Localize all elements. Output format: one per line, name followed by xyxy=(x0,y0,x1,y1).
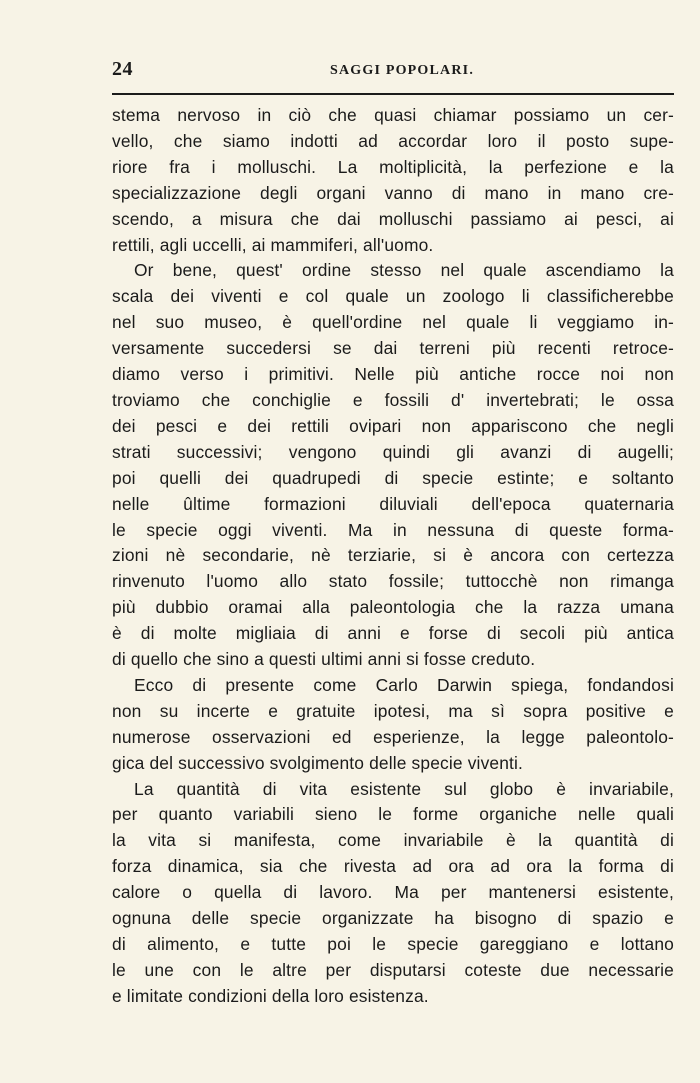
text-line: stema nervoso in ciò che quasi chiamar possiamo un cer- xyxy=(112,105,674,125)
text-line: riore fra i molluschi. La moltiplicità, la perfezione e la xyxy=(112,156,674,177)
text-line: nelle ûltime formazioni diluviali dell'epoca quaternaria xyxy=(112,493,674,514)
paragraph xyxy=(112,673,674,777)
text-line: numerose osservazioni ed esperienze, la legge paleontolo- xyxy=(112,726,674,747)
text-line: Or bene, quest' ordine stesso nel quale ascendiamo la xyxy=(134,260,674,281)
body-text xyxy=(112,103,674,1010)
text-line: diamo verso i primitivi. Nelle più antiche rocce noi non xyxy=(112,364,674,385)
text-line: troviamo che conchiglie e fossili d' invertebrati; le ossa xyxy=(112,389,674,410)
text-line: gica del successivo svolgimento delle specie viventi. xyxy=(112,752,524,773)
text-line: non su incerte e gratuite ipotesi, ma sì sopra positive e xyxy=(112,700,674,721)
running-title: SAGGI POPOLARI. xyxy=(330,63,475,78)
text-line: di quello che sino a questi ultimi anni si fosse creduto. xyxy=(112,649,536,670)
page-header xyxy=(112,58,674,86)
paragraph xyxy=(112,258,674,673)
text-line: di alimento, e tutte poi le specie gareggiano e lottano xyxy=(112,934,674,954)
header-rule xyxy=(112,93,674,95)
text-line: e limitate condizioni della loro esistenza. xyxy=(112,985,429,1006)
text-line: zioni nè secondarie, nè terziarie, si è ancora con certezza xyxy=(112,545,674,566)
text-line: è di molte migliaia di anni e forse di secoli più antica xyxy=(112,623,674,644)
text-line: calore o quella di lavoro. Ma per mantenersi esistente, xyxy=(112,882,674,903)
text-line: forza dinamica, sia che rivesta ad ora ad ora la forma di xyxy=(112,856,674,877)
text-line: nel suo museo, è quell'ordine nel quale li veggiamo in- xyxy=(112,312,674,333)
text-line: la vita si manifesta, come invariabile è la quantità di xyxy=(112,830,674,851)
text-line: Ecco di presente come Carlo Darwin spiega, fondandosi xyxy=(134,674,674,695)
text-line: La quantità di vita esistente sul globo è invariabile, xyxy=(134,778,674,799)
paragraph xyxy=(112,777,674,1010)
text-line: le specie oggi viventi. Ma in nessuna di queste forma- xyxy=(112,519,674,540)
text-line: scendo, a misura che dai molluschi passiamo ai pesci, ai xyxy=(112,208,674,229)
text-line: strati successivi; vengono quindi gli avanzi di augelli; xyxy=(112,441,674,462)
text-line: le une con le altre per disputarsi coteste due necessarie xyxy=(112,959,674,980)
text-line: poi quelli dei quadrupedi di specie estinte; e soltanto xyxy=(112,467,674,488)
text-line: specializzazione degli organi vanno di mano in mano cre- xyxy=(112,182,674,203)
text-line: scala dei viventi e col quale un zoologo li classificherebbe xyxy=(112,286,674,307)
text-line: rettili, agli uccelli, ai mammiferi, all'uomo. xyxy=(112,234,434,255)
page-number: 24 xyxy=(112,58,133,80)
text-line: vello, che siamo indotti ad accordar loro il posto supe- xyxy=(112,130,674,151)
text-line: per quanto variabili sieno le forme organiche nelle quali xyxy=(112,804,674,825)
text-line: ognuna delle specie organizzate ha bisogno di spazio e xyxy=(112,908,674,929)
text-line: rinvenuto l'uomo allo stato fossile; tuttocchè non rimanga xyxy=(112,571,674,592)
text-line: più dubbio oramai alla paleontologia che la razza umana xyxy=(112,597,674,618)
text-line: versamente succedersi se dai terreni più recenti retroce- xyxy=(112,338,674,359)
text-line: dei pesci e dei rettili ovipari non appariscono che negli xyxy=(112,415,674,436)
paragraph xyxy=(112,103,674,258)
